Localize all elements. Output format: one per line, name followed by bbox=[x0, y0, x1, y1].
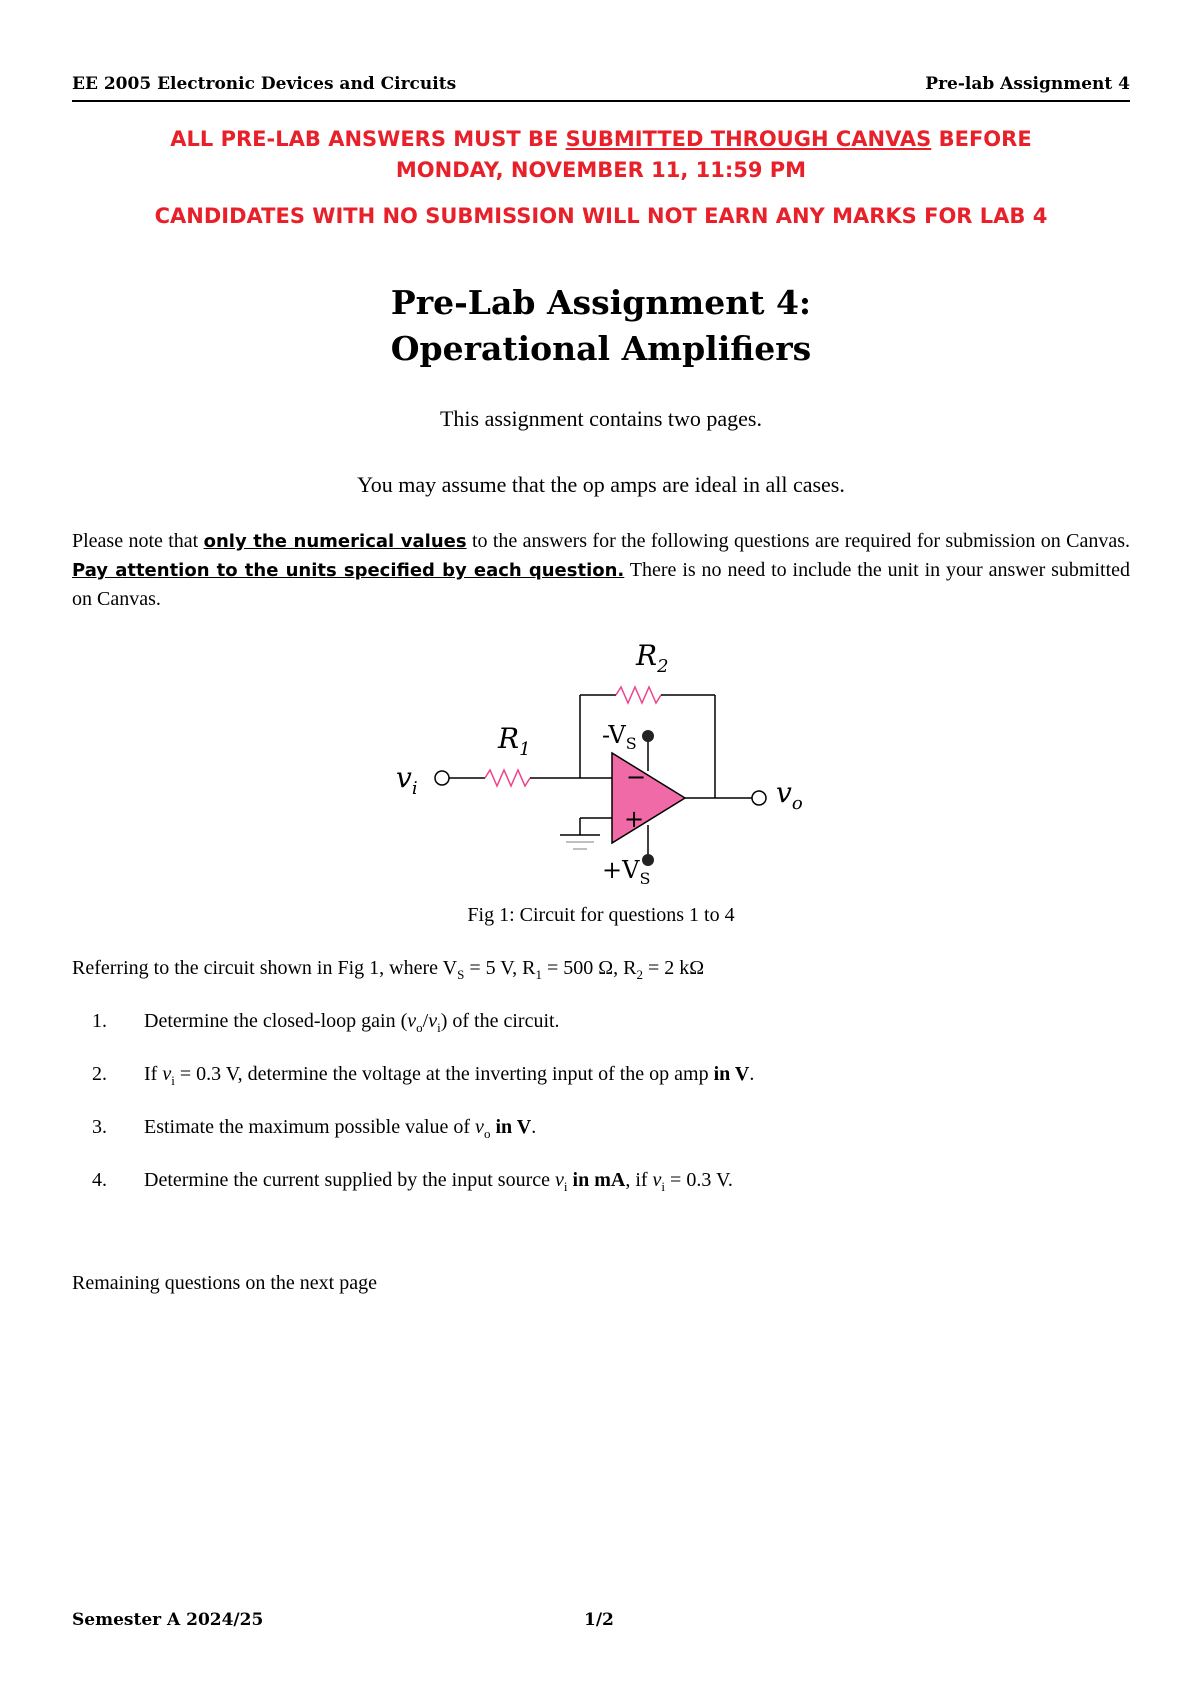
r2-label: $R_2$ bbox=[636, 639, 669, 677]
r2-resistor bbox=[616, 687, 661, 703]
page-header bbox=[72, 74, 1130, 102]
noninverting-sign: + bbox=[624, 805, 645, 833]
vo-terminal bbox=[752, 791, 766, 805]
question-text: Determine the closed-loop gain $(v_o/v_i)$ of the circuit. bbox=[144, 1010, 560, 1035]
figure-caption: Fig 1: Circuit for questions 1 to 4 bbox=[467, 904, 735, 926]
page-number: 1/2 bbox=[584, 1610, 614, 1630]
ideal-note: You may assume that the op amps are ideal in all cases. bbox=[357, 472, 845, 497]
instructions bbox=[72, 527, 1130, 614]
question-number: 2. bbox=[92, 1063, 107, 1085]
page-subtitle: Operational Amplifiers bbox=[390, 329, 812, 368]
page-title: Pre-Lab Assignment 4: bbox=[390, 283, 812, 322]
r1-resistor bbox=[485, 770, 530, 786]
notice-text: ALL PRE-LAB ANSWERS MUST BE bbox=[170, 127, 566, 151]
next-page-note: Remaining questions on the next page bbox=[72, 1272, 377, 1294]
instr-emphasis: only the numerical values bbox=[203, 531, 467, 552]
r1-label: $R_1$ bbox=[498, 722, 531, 760]
question-number: 4. bbox=[92, 1169, 107, 1191]
no-submission-warning: CANDIDATES WITH NO SUBMISSION WILL NOT EARN ANY MARKS FOR LAB 4 bbox=[154, 204, 1048, 228]
vo-label: $v_o$ bbox=[776, 776, 803, 814]
deadline-notice bbox=[72, 124, 1130, 155]
question-number: 1. bbox=[92, 1010, 107, 1032]
instr-text: to the answers for the following questions are required for submission on Canvas. bbox=[466, 530, 1130, 552]
opamp-circuit-diagram bbox=[380, 635, 830, 885]
question-text: If $v_i = 0.3$ V, determine the voltage at the inverting input of the op amp in V. bbox=[144, 1063, 755, 1088]
vi-label: $v_i$ bbox=[396, 761, 418, 799]
notice-underlined: SUBMITTED THROUGH CANVAS bbox=[565, 127, 932, 151]
question-text: Determine the current supplied by the input source $v_i$ in mA, if $v_i = 0.3$ V. bbox=[144, 1169, 733, 1194]
deadline-date: MONDAY, NOVEMBER 11, 11:59 PM bbox=[395, 158, 807, 182]
pos-supply-pin bbox=[642, 854, 654, 866]
neg-supply-label: $-V_S$ bbox=[602, 721, 637, 753]
vi-terminal bbox=[435, 771, 449, 785]
assignment-label: Pre-lab Assignment 4 bbox=[925, 74, 1130, 94]
pages-note: This assignment contains two pages. bbox=[439, 406, 762, 431]
pos-supply-label: $+V_S$ bbox=[602, 856, 651, 885]
notice-text-end: BEFORE bbox=[931, 127, 1032, 151]
course-title: EE 2005 Electronic Devices and Circuits bbox=[72, 74, 457, 94]
footer-semester: Semester A 2024/25 bbox=[72, 1610, 264, 1630]
neg-supply-pin bbox=[642, 730, 654, 742]
instr-text: There is no need to include the unit in your answer submitted on Canvas. bbox=[72, 559, 1131, 610]
question-number: 3. bbox=[92, 1116, 107, 1138]
inverting-sign: − bbox=[626, 763, 647, 791]
circuit-parameters: Referring to the circuit shown in Fig 1, where $V_S = 5$ V, $R_1 = 500$ Ω, $R_2 = 2$ kΩ bbox=[72, 957, 705, 982]
question-text: Estimate the maximum possible value of $v_o$ in V. bbox=[144, 1116, 537, 1141]
instr-text: Please note that bbox=[72, 530, 204, 552]
instr-units-emphasis: Pay attention to the units specified by each question. bbox=[72, 560, 625, 581]
ground-symbol bbox=[560, 835, 600, 849]
